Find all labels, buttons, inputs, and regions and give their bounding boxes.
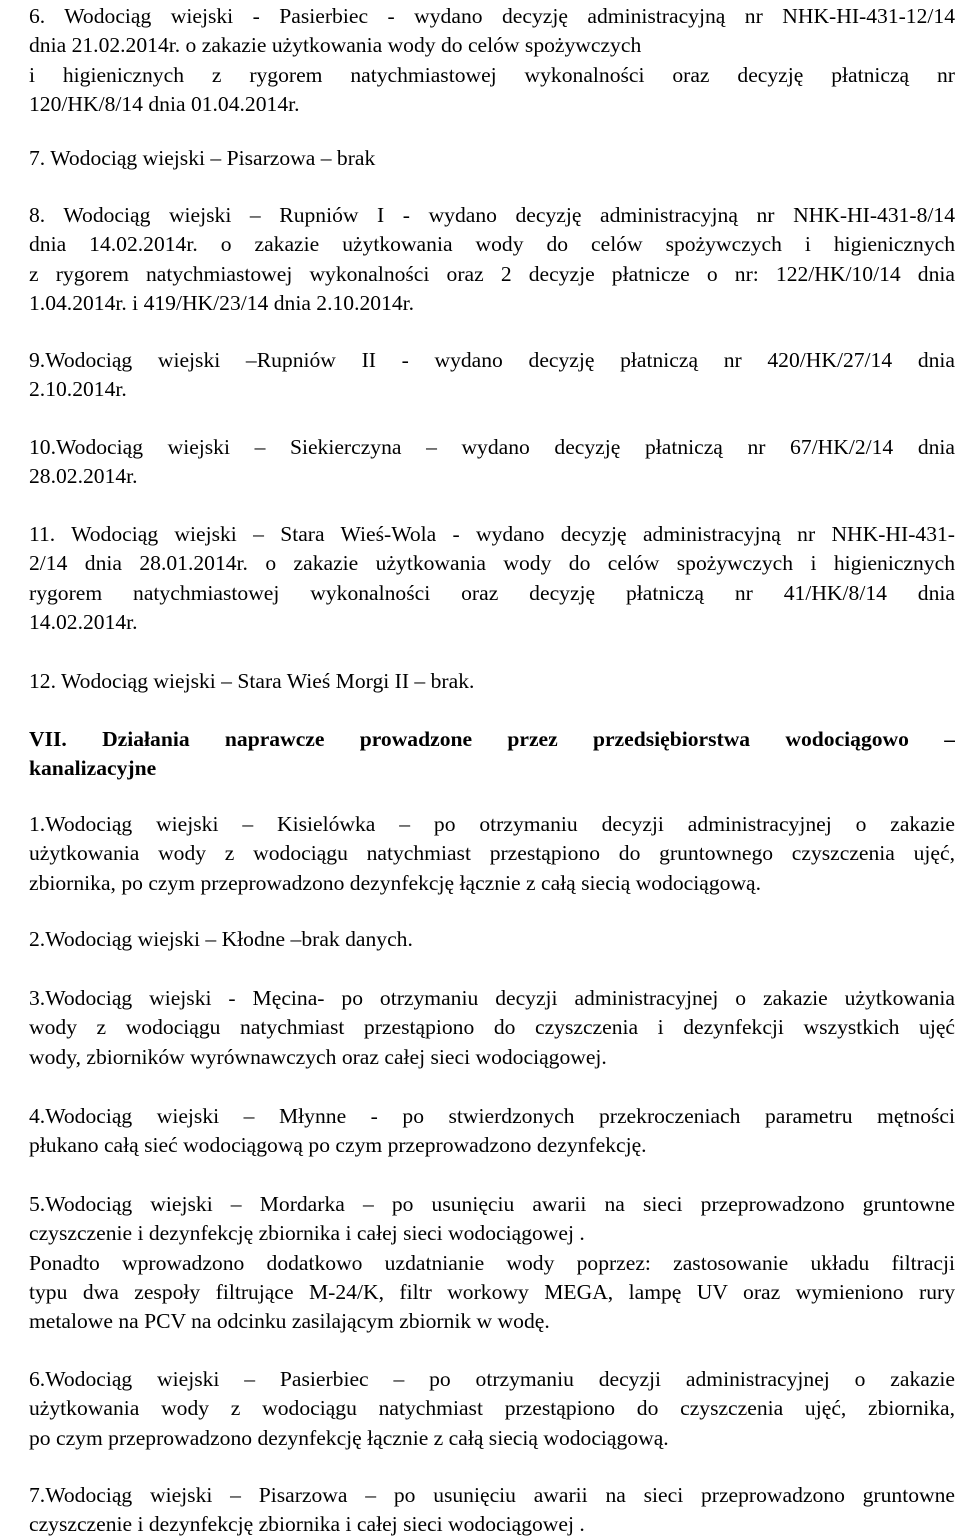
text-line: wody z wodociągu natychmiast przestąpiono do czyszczenia i dezynfekcji wszystkich ujęć — [29, 1015, 955, 1040]
text-line: rygorem natychmiastowej wykonalności oraz decyzję płatniczą nr 41/HK/8/14 dnia — [29, 580, 955, 605]
section-heading-vii — [29, 725, 955, 784]
paragraph-item-12-stara-wies-morgi — [29, 667, 955, 696]
action-item-6-pasierbiec — [29, 1365, 955, 1453]
text-line: 6.Wodociąg wiejski – Pasierbiec – po otrzymaniu decyzji administracyjnej o zakazie — [29, 1367, 955, 1391]
paragraph-item-11-stara-wies-wola — [29, 520, 955, 637]
text-line: typu dwa zespoły filtrujące M-24/K, filtr workowy MEGA, lampę UV oraz wymieniono rury — [29, 1279, 955, 1304]
text-line: 7. Wodociąg wiejski – Pisarzowa – brak — [29, 146, 376, 170]
text-line: 14.02.2014r. — [29, 609, 138, 634]
paragraph-item-8-rupniow-i — [29, 201, 955, 318]
paragraph-item-9-rupniow-ii — [29, 346, 955, 405]
text-line: 28.02.2014r. — [29, 464, 138, 489]
text-line: zbiornika, po czym przeprowadzono dezynfekcję łącznie z całą siecią wodociągową. — [29, 870, 762, 895]
text-line: metalowe na PCV na odcinku zasilającym zbiornik w wodę. — [29, 1309, 550, 1334]
text-line: 12. Wodociąg wiejski – Stara Wieś Morgi II – brak. — [29, 669, 475, 693]
text-line: z rygorem natychmiastowej wykonalności oraz 2 decyzje płatnicze o nr: 122/HK/10/14 dnia — [29, 261, 955, 286]
text-line: 4.Wodociąg wiejski – Młynne - po stwierdzonych przekroczeniach parametru mętności — [29, 1104, 955, 1128]
text-line: 1.Wodociąg wiejski – Kisielówka – po otrzymaniu decyzji administracyjnej o zakazie — [29, 812, 955, 836]
text-line: 11. Wodociąg wiejski – Stara Wieś-Wola - wydano decyzję administracyjną nr NHK-HI-431- — [29, 522, 955, 546]
text-line: użytkowania wody z wodociągu natychmiast przestąpiono do czyszczenia ujęć, zbiornika, — [29, 1396, 955, 1421]
paragraph-item-7-pisarzowa — [29, 144, 955, 173]
text-line: 5.Wodociąg wiejski – Mordarka – po usunięciu awarii na sieci przeprowadzono gruntowne — [29, 1192, 955, 1216]
text-line: dnia 14.02.2014r. o zakazie użytkowania wody do celów spożywczych i higienicznych — [29, 232, 955, 257]
text-line: użytkowania wody z wodociągu natychmiast przestąpiono do gruntownego czyszczenia ujęć, — [29, 841, 955, 866]
action-item-1-kisielowka — [29, 810, 955, 898]
paragraph-item-6-pasierbiec — [29, 2, 955, 119]
text-line: 2.10.2014r. — [29, 377, 127, 402]
text-line: 3.Wodociąg wiejski - Męcina- po otrzymaniu decyzji administracyjnej o zakazie użytkowania — [29, 986, 955, 1010]
text-line: 2/14 dnia 28.01.2014r. o zakazie użytkowania wody do celów spożywczych i higienicznych — [29, 551, 955, 576]
text-line: płukano całą sieć wodociągową po czym przeprowadzono dezynfekcję. — [29, 1133, 647, 1158]
action-item-5-mordarka — [29, 1190, 955, 1336]
text-line: po czym przeprowadzono dezynfekcję łącznie z całą siecią wodociągową. — [29, 1425, 669, 1450]
text-line: 8. Wodociąg wiejski – Rupniów I - wydano decyzję administracyjną nr NHK-HI-431-8/14 — [29, 203, 955, 227]
text-line: i higienicznych z rygorem natychmiastowej wykonalności oraz decyzję płatniczą nr — [29, 62, 955, 87]
action-item-4-mlynne — [29, 1102, 955, 1161]
paragraph-item-10-siekierczyna — [29, 433, 955, 492]
text-line: 9.Wodociąg wiejski –Rupniów II - wydano decyzję płatniczą nr 420/HK/27/14 dnia — [29, 348, 955, 372]
text-line: 6. Wodociąg wiejski - Pasierbiec - wydano decyzję administracyjną nr NHK-HI-431-12/14 — [29, 4, 955, 28]
text-line: 7.Wodociąg wiejski – Pisarzowa – po usunięciu awarii na sieci przeprowadzono gruntowne — [29, 1483, 955, 1507]
text-line: czyszczenie i dezynfekcję zbiornika i całej sieci wodociągowej . — [29, 1221, 585, 1246]
action-item-2-klodne — [29, 925, 955, 954]
text-line: czyszczenie i dezynfekcję zbiornika i całej sieci wodociągowej . — [29, 1512, 585, 1537]
text-line: 10.Wodociąg wiejski – Siekierczyna – wydano decyzję płatniczą nr 67/HK/2/14 dnia — [29, 435, 955, 459]
text-line: 120/HK/8/14 dnia 01.04.2014r. — [29, 91, 300, 116]
text-line: 1.04.2014r. i 419/HK/23/14 dnia 2.10.2014r. — [29, 290, 415, 315]
text-line: wody, zbiorników wyrównawczych oraz całej sieci wodociągowej. — [29, 1044, 607, 1069]
text-line: Ponadto wprowadzono dodatkowo uzdatnianie wody poprzez: zastosowanie układu filtracji — [29, 1250, 955, 1275]
heading-line: VII. Działania naprawcze prowadzone przez przedsiębiorstwa wodociągowo – — [29, 727, 955, 751]
text-line: 2.Wodociąg wiejski – Kłodne –brak danych. — [29, 927, 413, 951]
action-item-7-pisarzowa — [29, 1481, 955, 1540]
text-line: dnia 21.02.2014r. o zakazie użytkowania wody do celów spożywczych — [29, 33, 642, 58]
action-item-3-mecina — [29, 984, 955, 1072]
heading-line: kanalizacyjne — [29, 756, 157, 781]
